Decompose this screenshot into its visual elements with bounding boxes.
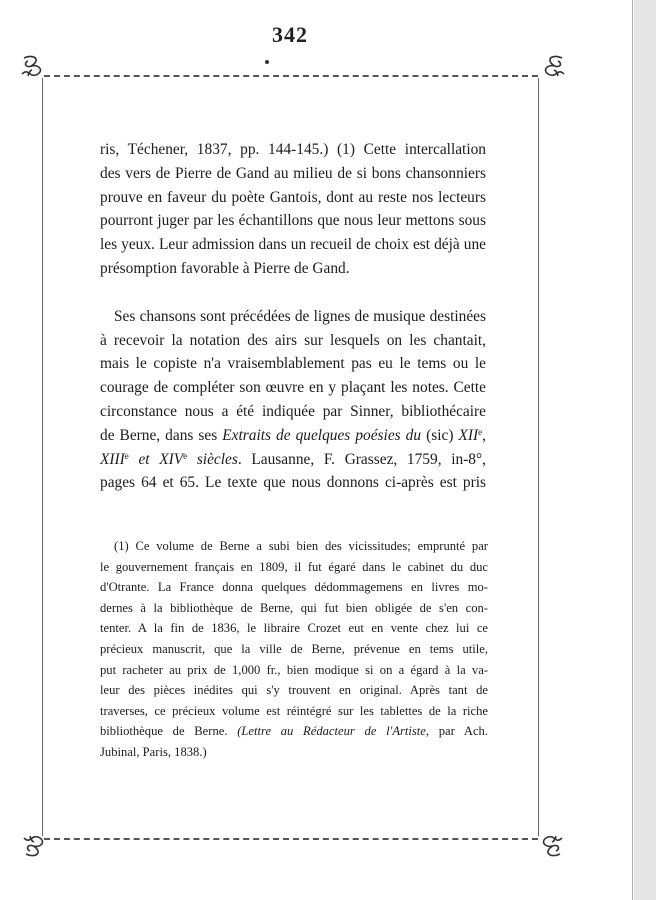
footnote-line: traverses, ce précieux volume est réintégré sur les tablettes de la riche bbox=[100, 703, 488, 718]
text-segment: (sic) bbox=[421, 426, 459, 444]
footnote-line: tenter. A la fin de 1836, le libraire Crozet eut en vente chez lui ce bbox=[100, 621, 488, 636]
footnote-line: leur des pièces inédites qui s'y trouvent en original. Après tant de bbox=[100, 683, 488, 698]
footnote-line: (1) Ce volume de Berne a subi bien des vicissitudes; emprunté par bbox=[114, 539, 488, 553]
superscript: e bbox=[124, 450, 129, 461]
page-number: 342 bbox=[272, 22, 308, 47]
footnote-line: Jubinal, Paris, 1838.) bbox=[100, 744, 207, 759]
text-line: pourront juger par les échantillons que nous leur mettons sous bbox=[100, 212, 486, 230]
frame-bottom-border bbox=[44, 838, 538, 840]
paragraph-2 bbox=[100, 305, 486, 495]
frame-right-border bbox=[538, 78, 539, 836]
text-line: circonstance nous a été indiquée par Sinner, bibliothécaire bbox=[100, 402, 486, 420]
book-title: siècles bbox=[187, 450, 238, 468]
footnote-line: put racheter au prix de 1,000 fr., bien modique si on a égard à la va- bbox=[100, 662, 488, 677]
main-text bbox=[100, 138, 486, 495]
text-line: pages 64 et 65. Le texte que nous donnons ci-après est pris bbox=[100, 474, 486, 492]
text-line: mais le copiste n'a vraisemblablement pas eu le tems ou le bbox=[100, 355, 486, 373]
corner-ornament-icon bbox=[18, 52, 48, 80]
footnote-line: dernes à la bibliothèque de Berne, qui fut bien obligée de s'en con- bbox=[100, 600, 488, 615]
superscript: e bbox=[183, 450, 188, 461]
footnote-line: précieux manuscrit, que la ville de Berne, prévenue en tems utile, bbox=[100, 641, 488, 656]
text-line: des vers de Pierre de Gand au milieu de si bons chansonniers bbox=[100, 164, 486, 182]
text-line: Ses chansons sont précédées de lignes de musique destinées bbox=[114, 307, 486, 325]
book-title: Extraits de quelques poésies du bbox=[222, 426, 422, 444]
text-line: courage de compléter son œuvre en y plaçant les notes. Cette bbox=[100, 379, 486, 397]
corner-ornament-icon bbox=[536, 832, 566, 860]
citation-title: (Lettre au Rédacteur de l'Artiste, bbox=[237, 724, 430, 739]
footnote bbox=[100, 536, 488, 763]
text-line: à recevoir la notation des airs sur lesquels on les chantait, bbox=[100, 331, 486, 349]
century-numeral: XII bbox=[458, 426, 479, 444]
text-line: les yeux. Leur admission dans un recueil de choix est déjà une bbox=[100, 236, 486, 254]
text-line bbox=[100, 448, 486, 472]
text-line: prouve en faveur du poète Gantois, dont au reste nos lecteurs bbox=[100, 188, 486, 206]
frame-left-border bbox=[42, 78, 43, 836]
page-edge-shadow bbox=[634, 0, 656, 900]
frame-top-border bbox=[44, 75, 538, 77]
footnote-line bbox=[100, 721, 488, 742]
century-numeral: XIII bbox=[100, 450, 125, 468]
century-numeral: XIV bbox=[159, 450, 184, 468]
text-segment: de Berne, dans ses bbox=[100, 426, 223, 444]
footnote-line: le gouvernement français en 1809, il fut égaré dans le cabinet du duc bbox=[100, 559, 488, 574]
text-segment: bibliothèque de Berne. bbox=[100, 724, 238, 739]
superscript: e bbox=[478, 426, 483, 437]
footnote-line: d'Otrante. La France donna quelques dédommagemens en livres mo- bbox=[100, 580, 488, 595]
text-line: ris, Téchener, 1837, pp. 144-145.) (1) Cette intercallation bbox=[100, 141, 486, 158]
corner-ornament-icon bbox=[20, 832, 50, 860]
text-segment: . Lausanne, F. Grassez, 1759, in-8°, bbox=[237, 450, 487, 468]
corner-ornament-icon bbox=[538, 52, 568, 80]
text-segment: et bbox=[128, 450, 160, 468]
paragraph-1 bbox=[100, 138, 486, 281]
ornament-dot bbox=[265, 60, 269, 64]
text-segment: par Ach. bbox=[429, 724, 488, 739]
page-edge-line bbox=[632, 0, 633, 900]
text-segment: , bbox=[482, 426, 486, 444]
text-line bbox=[100, 424, 486, 448]
text-line: présomption favorable à Pierre de Gand. bbox=[100, 259, 350, 277]
